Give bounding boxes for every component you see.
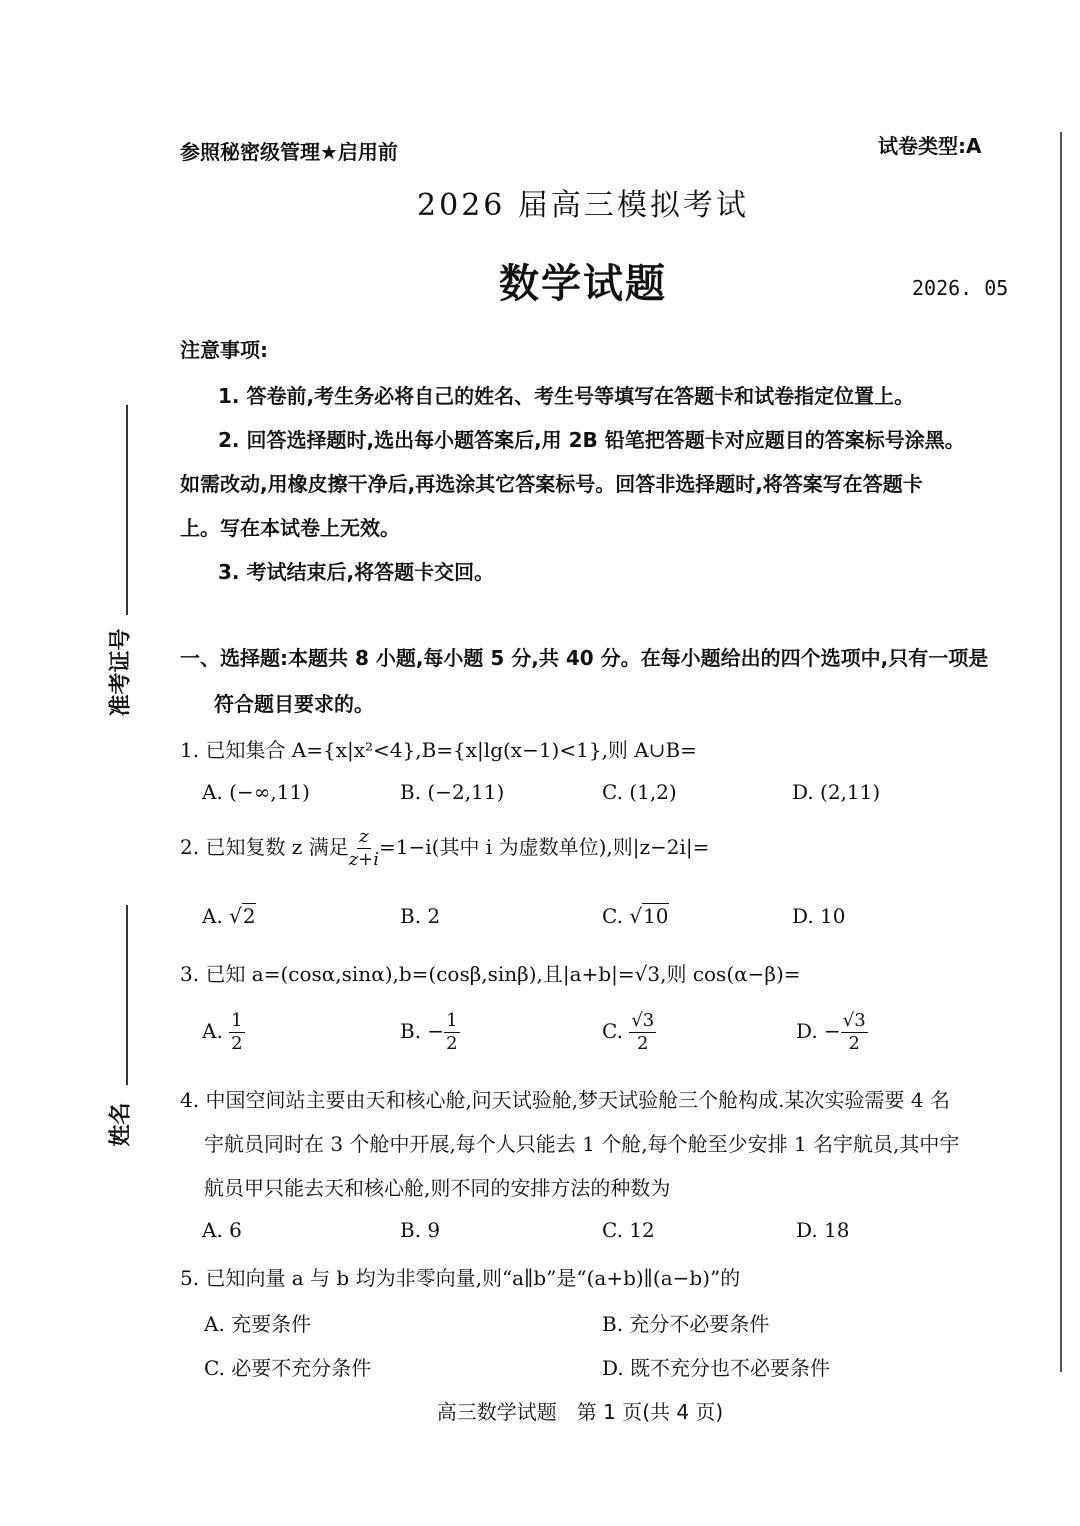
q2-stem-post: =1−i(其中 i 为虚数单位),则|z−2i|= — [379, 835, 710, 859]
q3-c-prefix: C. — [602, 1019, 630, 1043]
section-heading-cont: 符合题目要求的。 — [214, 692, 374, 716]
q2-option-a: A. √2 — [202, 904, 256, 928]
q4-option-b: B. 9 — [400, 1218, 441, 1242]
q3-a-den: 2 — [231, 1033, 243, 1054]
q5-stem: 5. 已知向量 a 与 b 均为非零向量,则“a∥b”是“(a+b)∥(a−b)”的 — [180, 1266, 741, 1290]
q2-c-radicand: 10 — [643, 904, 669, 928]
notice-item-2-line-2: 如需改动,用橡皮擦干净后,再选涂其它答案标号。回答非选择题时,将答案写在答题卡 — [180, 472, 923, 496]
q5-option-b: B. 充分不必要条件 — [602, 1312, 770, 1336]
exam-id-line — [126, 405, 128, 615]
q5-option-c: C. 必要不充分条件 — [204, 1356, 372, 1380]
q3-b-den: 2 — [446, 1033, 458, 1054]
q3-a-prefix: A. — [202, 1019, 230, 1043]
q1-option-a: A. (−∞,11) — [202, 780, 310, 804]
q1-option-d: D. (2,11) — [792, 780, 881, 804]
q2-a-prefix: A. — [202, 904, 230, 928]
q4-option-c: C. 12 — [602, 1218, 655, 1242]
q3-d-prefix: D. − — [796, 1019, 841, 1043]
subject-title: 数学试题 — [499, 261, 667, 307]
q2-option-b: B. 2 — [400, 904, 441, 928]
q3-b-prefix: B. − — [400, 1019, 445, 1043]
q3-a-num: 1 — [231, 1010, 243, 1031]
q3-d-num: √3 — [842, 1010, 866, 1031]
q1-stem: 1. 已知集合 A={x|x²<4},B={x|lg(x−1)<1},则 A∪B= — [180, 738, 697, 762]
notice-item-2-line-3: 上。写在本试卷上无效。 — [180, 516, 400, 540]
q2-a-radicand: 2 — [242, 904, 256, 928]
notice-heading: 注意事项: — [180, 338, 268, 362]
q3-option-d — [796, 1012, 868, 1053]
page-footer: 高三数学试题 第 1 页(共 4 页) — [436, 1400, 724, 1424]
q1-option-c: C. (1,2) — [602, 780, 677, 804]
q2-stem-pre: 2. 已知复数 z 满足 — [180, 835, 349, 859]
q4-stem-line-3: 航员甲只能去天和核心舱,则不同的安排方法的种数为 — [204, 1176, 671, 1200]
q3-d-den: 2 — [848, 1033, 860, 1054]
q2-fraction — [349, 828, 379, 869]
q2-option-d: D. 10 — [792, 904, 846, 928]
exam-date: 2026. 05 — [912, 276, 1009, 300]
q3-b-num: 1 — [446, 1010, 458, 1031]
notice-item-3: 3. 考试结束后,将答题卡交回。 — [218, 560, 495, 584]
q3-option-a — [202, 1012, 245, 1053]
exam-id-label: 准考证号 — [108, 628, 134, 717]
q3-c-den: 2 — [637, 1033, 649, 1054]
q1-option-b: B. (−2,11) — [400, 780, 505, 804]
q2-c-prefix: C. — [602, 904, 630, 928]
q2-frac-num: z — [359, 826, 369, 847]
name-label: 姓名 — [108, 1102, 134, 1147]
q2-option-c: C. √10 — [602, 904, 669, 928]
q3-stem: 3. 已知 a=(cosα,sinα),b=(cosβ,sinβ),且|a+b|=√3,则 cos(α−β)= — [180, 962, 801, 986]
q4-stem-line-1: 4. 中国空间站主要由天和核心舱,问天试验舱,梦天试验舱三个舱构成.某次实验需要 4 名 — [180, 1088, 950, 1112]
q2-stem — [180, 828, 709, 869]
notice-item-2-line-1: 2. 回答选择题时,选出每小题答案后,用 2B 铅笔把答题卡对应题目的答案标号涂黑。 — [218, 428, 965, 452]
q4-stem-line-2: 宇航员同时在 3 个舱中开展,每个人只能去 1 个舱,每个舱至少安排 1 名宇航员,其中宇 — [204, 1132, 960, 1156]
q4-option-a: A. 6 — [202, 1218, 242, 1242]
paper-type-label: 试卷类型:A — [878, 134, 982, 158]
q2-frac-den: z+i — [348, 849, 380, 870]
notice-item-1: 1. 答卷前,考生务必将自己的姓名、考生号等填写在答题卡和试卷指定位置上。 — [218, 384, 915, 408]
q3-option-b — [400, 1012, 460, 1053]
q5-option-d: D. 既不充分也不必要条件 — [602, 1356, 831, 1380]
name-line — [126, 905, 128, 1085]
q3-option-c — [602, 1012, 656, 1053]
right-margin-rule — [1060, 132, 1062, 1372]
q4-option-d: D. 18 — [796, 1218, 850, 1242]
section-heading: 一、选择题:本题共 8 小题,每小题 5 分,共 40 分。在每小题给出的四个选项中,只有一项是 — [180, 646, 989, 670]
confidentiality-label: 参照秘密级管理★启用前 — [180, 140, 398, 164]
q5-option-a: A. 充要条件 — [204, 1312, 312, 1336]
q3-c-num: √3 — [631, 1010, 655, 1031]
exam-title: 2026 届高三模拟考试 — [417, 188, 749, 223]
